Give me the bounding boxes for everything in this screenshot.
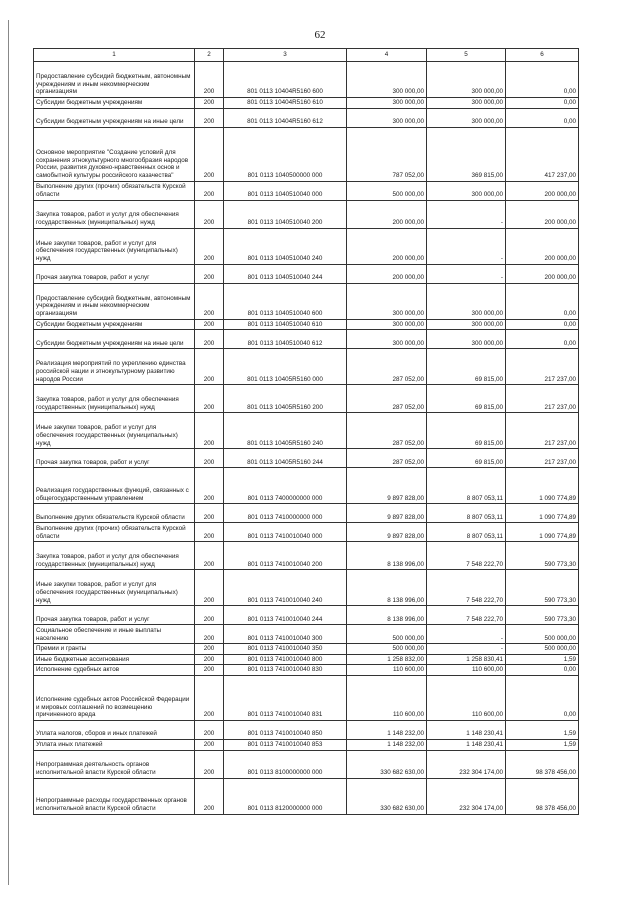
table-row [34,283,579,319]
row-amount-approved-cell: 300 000,00 [347,108,427,127]
table-row [34,523,579,542]
row-amount-approved-cell: 287 052,00 [347,349,427,385]
row-amount-remaining-cell: 0,00 [506,98,579,109]
table-row [34,606,579,625]
row-grbs-cell: 200 [195,108,224,127]
row-amount-executed-cell: 300 000,00 [427,181,506,200]
table-row [34,181,579,200]
row-amount-executed-cell: 300 000,00 [427,283,506,319]
column-number-row [34,49,579,62]
row-amount-approved-cell: 330 682 630,00 [347,750,427,778]
row-code-cell: 801 0113 7410010040 350 [224,644,347,655]
page-margin-rule [8,20,9,885]
row-code-cell: 801 0113 7410010040 850 [224,720,347,739]
row-code-cell: 801 0113 1040510040 612 [224,330,347,349]
row-amount-remaining-cell: 98 378 456,00 [506,750,579,778]
row-code-cell: 801 0113 1040510040 000 [224,181,347,200]
row-amount-remaining-cell: 1 090 774,89 [506,504,579,523]
row-name-cell: Предоставление субсидий бюджетным, автономным учреждениям и иным некоммерческим организациям [34,62,195,98]
row-amount-approved-cell: 110 600,00 [347,665,427,676]
row-amount-executed-cell: 8 807 053,11 [427,523,506,542]
table-row [34,468,579,504]
row-amount-executed-cell: 8 807 053,11 [427,468,506,504]
table-row [34,264,579,283]
row-grbs-cell: 200 [195,264,224,283]
row-amount-approved-cell: 300 000,00 [347,319,427,330]
row-amount-approved-cell: 500 000,00 [347,644,427,655]
row-amount-approved-cell: 8 138 996,00 [347,570,427,606]
row-name-cell: Иные закупки товаров, работ и услуг для обеспечения государственных (муниципальных) нужд [34,570,195,606]
row-amount-remaining-cell: 0,00 [506,675,579,720]
table-row [34,644,579,655]
row-amount-remaining-cell: 417 237,00 [506,127,579,181]
row-amount-remaining-cell: 1,59 [506,720,579,739]
row-amount-remaining-cell: 200 000,00 [506,200,579,228]
row-grbs-cell: 200 [195,283,224,319]
row-amount-approved-cell: 110 600,00 [347,675,427,720]
row-grbs-cell: 200 [195,504,224,523]
row-amount-remaining-cell: 590 773,30 [506,606,579,625]
table-row [34,330,579,349]
row-amount-approved-cell: 300 000,00 [347,62,427,98]
row-code-cell: 801 0113 10405R5160 000 [224,349,347,385]
column-header: 5 [427,49,506,62]
row-amount-executed-cell: 300 000,00 [427,62,506,98]
row-name-cell: Выполнение других обязательств Курской области [34,504,195,523]
table-row [34,504,579,523]
row-amount-approved-cell: 8 138 996,00 [347,542,427,570]
row-grbs-cell: 200 [195,127,224,181]
row-amount-remaining-cell: 0,00 [506,330,579,349]
row-amount-approved-cell: 287 052,00 [347,413,427,449]
table-row [34,413,579,449]
row-code-cell: 801 0113 1040510040 200 [224,200,347,228]
row-amount-remaining-cell: 0,00 [506,62,579,98]
row-name-cell: Исполнение судебных актов [34,665,195,676]
row-grbs-cell: 200 [195,413,224,449]
row-amount-executed-cell: 300 000,00 [427,98,506,109]
column-header: 1 [34,49,195,62]
row-amount-executed-cell: 8 807 053,11 [427,504,506,523]
row-amount-remaining-cell: 0,00 [506,665,579,676]
row-name-cell: Выполнение других (прочих) обязательств Курской области [34,523,195,542]
row-amount-remaining-cell: 0,00 [506,108,579,127]
row-amount-remaining-cell: 500 000,00 [506,644,579,655]
row-name-cell: Прочая закупка товаров, работ и услуг [34,606,195,625]
row-amount-approved-cell: 8 138 996,00 [347,606,427,625]
row-amount-executed-cell: 69 815,00 [427,449,506,468]
row-amount-executed-cell: 7 548 222,70 [427,570,506,606]
row-amount-executed-cell: - [427,228,506,264]
row-code-cell: 801 0113 7410010040 830 [224,665,347,676]
table-row [34,750,579,778]
row-code-cell: 801 0113 1040510040 244 [224,264,347,283]
row-code-cell: 801 0113 8120000000 000 [224,778,347,814]
row-amount-approved-cell: 200 000,00 [347,200,427,228]
row-amount-approved-cell: 330 682 630,00 [347,778,427,814]
row-name-cell: Субсидии бюджетным учреждениям [34,319,195,330]
row-amount-remaining-cell: 98 378 456,00 [506,778,579,814]
table-row [34,449,579,468]
table-row [34,108,579,127]
row-name-cell: Социальное обеспечение и иные выплаты населению [34,625,195,644]
row-name-cell: Премии и гранты [34,644,195,655]
row-grbs-cell: 200 [195,606,224,625]
row-grbs-cell: 200 [195,385,224,413]
row-amount-executed-cell: 69 815,00 [427,385,506,413]
page-number: 62 [314,29,326,41]
row-amount-executed-cell: - [427,264,506,283]
row-code-cell: 801 0113 7410010040 300 [224,625,347,644]
table-row [34,542,579,570]
row-code-cell: 801 0113 1040500000 000 [224,127,347,181]
budget-table [33,48,579,815]
row-grbs-cell: 200 [195,200,224,228]
row-amount-remaining-cell: 217 237,00 [506,385,579,413]
row-name-cell: Закупка товаров, работ и услуг для обеспечения государственных (муниципальных) нужд [34,542,195,570]
row-amount-remaining-cell: 1,59 [506,654,579,665]
row-code-cell: 801 0113 7410010040 240 [224,570,347,606]
row-name-cell: Исполнение судебных актов Российской Федерации и мировых соглашений по возмещению причиненного вреда [34,675,195,720]
row-grbs-cell: 200 [195,98,224,109]
row-grbs-cell: 200 [195,644,224,655]
row-name-cell: Основное мероприятие "Создание условий для сохранения этнокультурного многообразия народов России, развития духовно-нравственных основ и самобытной культуры российского казачества" [34,127,195,181]
row-name-cell: Уплата иных платежей [34,739,195,750]
row-amount-remaining-cell: 217 237,00 [506,413,579,449]
row-amount-executed-cell: 1 258 830,41 [427,654,506,665]
table-row [34,570,579,606]
row-grbs-cell: 200 [195,570,224,606]
table-row [34,98,579,109]
row-name-cell: Прочая закупка товаров, работ и услуг [34,449,195,468]
row-amount-approved-cell: 200 000,00 [347,264,427,283]
row-amount-approved-cell: 9 897 828,00 [347,504,427,523]
row-grbs-cell: 200 [195,542,224,570]
row-amount-approved-cell: 300 000,00 [347,330,427,349]
row-code-cell: 801 0113 10405R5160 240 [224,413,347,449]
row-amount-approved-cell: 287 052,00 [347,385,427,413]
table-row [34,319,579,330]
table-row [34,349,579,385]
row-amount-remaining-cell: 1 090 774,89 [506,468,579,504]
row-code-cell: 801 0113 10405R5160 200 [224,385,347,413]
row-amount-executed-cell: 69 815,00 [427,413,506,449]
row-amount-approved-cell: 787 052,00 [347,127,427,181]
row-name-cell: Реализация мероприятий по укреплению единства российской нации и этнокультурному развитию народов России [34,349,195,385]
row-code-cell: 801 0113 7400000000 000 [224,468,347,504]
table-body [34,62,579,815]
row-amount-remaining-cell: 217 237,00 [506,349,579,385]
row-name-cell: Субсидии бюджетным учреждениям [34,98,195,109]
row-grbs-cell: 200 [195,625,224,644]
row-amount-remaining-cell: 590 773,30 [506,542,579,570]
table-row [34,654,579,665]
row-grbs-cell: 200 [195,449,224,468]
row-name-cell: Уплата налогов, сборов и иных платежей [34,720,195,739]
row-amount-remaining-cell: 590 773,30 [506,570,579,606]
row-amount-executed-cell: - [427,625,506,644]
row-name-cell: Прочая закупка товаров, работ и услуг [34,264,195,283]
table-row [34,739,579,750]
row-code-cell: 801 0113 10405R5160 244 [224,449,347,468]
row-amount-executed-cell: 232 304 174,00 [427,778,506,814]
row-amount-approved-cell: 9 897 828,00 [347,523,427,542]
row-name-cell: Непрограммная деятельность органов исполнительной власти Курской области [34,750,195,778]
row-name-cell: Иные бюджетные ассигнования [34,654,195,665]
column-header: 4 [347,49,427,62]
row-amount-approved-cell: 200 000,00 [347,228,427,264]
row-grbs-cell: 200 [195,778,224,814]
row-amount-executed-cell: - [427,200,506,228]
row-code-cell: 801 0113 7410010040 200 [224,542,347,570]
table-row [34,385,579,413]
row-amount-approved-cell: 1 258 832,00 [347,654,427,665]
row-amount-executed-cell: 300 000,00 [427,319,506,330]
row-grbs-cell: 200 [195,319,224,330]
row-code-cell: 801 0113 7410010040 000 [224,523,347,542]
row-amount-remaining-cell: 0,00 [506,283,579,319]
row-code-cell: 801 0113 1040510040 610 [224,319,347,330]
row-amount-executed-cell: 1 148 230,41 [427,720,506,739]
row-name-cell: Иные закупки товаров, работ и услуг для обеспечения государственных (муниципальных) нужд [34,413,195,449]
row-amount-remaining-cell: 200 000,00 [506,264,579,283]
table-row [34,228,579,264]
row-name-cell: Непрограммные расходы государственных органов исполнительной власти Курской области [34,778,195,814]
row-grbs-cell: 200 [195,720,224,739]
table-row [34,720,579,739]
row-name-cell: Субсидии бюджетным учреждениям на иные цели [34,108,195,127]
table-row [34,62,579,98]
row-name-cell: Иные закупки товаров, работ и услуг для обеспечения государственных (муниципальных) нужд [34,228,195,264]
row-name-cell: Реализация государственных функций, связанных с общегосударственным управлением [34,468,195,504]
row-code-cell: 801 0113 8100000000 000 [224,750,347,778]
row-amount-approved-cell: 287 052,00 [347,449,427,468]
row-grbs-cell: 200 [195,654,224,665]
column-header: 3 [224,49,347,62]
row-grbs-cell: 200 [195,675,224,720]
row-amount-executed-cell: 300 000,00 [427,108,506,127]
row-amount-approved-cell: 500 000,00 [347,625,427,644]
row-name-cell: Закупка товаров, работ и услуг для обеспечения государственных (муниципальных) нужд [34,200,195,228]
table-row [34,200,579,228]
table-row [34,778,579,814]
table-row [34,675,579,720]
row-amount-executed-cell: 110 600,00 [427,675,506,720]
row-grbs-cell: 200 [195,739,224,750]
row-grbs-cell: 200 [195,62,224,98]
row-code-cell: 801 0113 7410010040 244 [224,606,347,625]
row-amount-approved-cell: 300 000,00 [347,283,427,319]
row-grbs-cell: 200 [195,330,224,349]
row-amount-executed-cell: 369 815,00 [427,127,506,181]
table-row [34,127,579,181]
table-row [34,625,579,644]
row-code-cell: 801 0113 10404R5160 610 [224,98,347,109]
column-header: 2 [195,49,224,62]
row-amount-remaining-cell: 500 000,00 [506,625,579,644]
row-code-cell: 801 0113 10404R5160 600 [224,62,347,98]
row-amount-remaining-cell: 200 000,00 [506,228,579,264]
row-code-cell: 801 0113 1040510040 600 [224,283,347,319]
row-code-cell: 801 0113 10404R5160 612 [224,108,347,127]
row-amount-executed-cell: 110 600,00 [427,665,506,676]
row-name-cell: Закупка товаров, работ и услуг для обеспечения государственных (муниципальных) нужд [34,385,195,413]
row-code-cell: 801 0113 7410010040 800 [224,654,347,665]
row-grbs-cell: 200 [195,181,224,200]
row-amount-remaining-cell: 1,59 [506,739,579,750]
row-amount-executed-cell: 7 548 222,70 [427,542,506,570]
row-amount-approved-cell: 300 000,00 [347,98,427,109]
row-name-cell: Выполнение других (прочих) обязательств Курской области [34,181,195,200]
table-row [34,665,579,676]
row-grbs-cell: 200 [195,468,224,504]
row-amount-remaining-cell: 0,00 [506,319,579,330]
row-amount-remaining-cell: 1 090 774,89 [506,523,579,542]
row-amount-executed-cell: 300 000,00 [427,330,506,349]
row-amount-remaining-cell: 217 237,00 [506,449,579,468]
row-amount-executed-cell: 232 304 174,00 [427,750,506,778]
row-amount-remaining-cell: 200 000,00 [506,181,579,200]
row-grbs-cell: 200 [195,750,224,778]
column-header: 6 [506,49,579,62]
row-amount-approved-cell: 1 148 232,00 [347,720,427,739]
row-name-cell: Предоставление субсидий бюджетным, автономным учреждениям и иным некоммерческим организациям [34,283,195,319]
row-code-cell: 801 0113 7410000000 000 [224,504,347,523]
row-amount-approved-cell: 1 148 232,00 [347,739,427,750]
row-amount-executed-cell: 1 148 230,41 [427,739,506,750]
row-grbs-cell: 200 [195,665,224,676]
row-amount-approved-cell: 500 000,00 [347,181,427,200]
row-code-cell: 801 0113 7410010040 853 [224,739,347,750]
row-amount-executed-cell: 7 548 222,70 [427,606,506,625]
row-code-cell: 801 0113 1040510040 240 [224,228,347,264]
row-grbs-cell: 200 [195,349,224,385]
row-amount-executed-cell: - [427,644,506,655]
row-grbs-cell: 200 [195,228,224,264]
row-amount-approved-cell: 9 897 828,00 [347,468,427,504]
row-grbs-cell: 200 [195,523,224,542]
row-name-cell: Субсидии бюджетным учреждениям на иные цели [34,330,195,349]
row-amount-executed-cell: 69 815,00 [427,349,506,385]
row-code-cell: 801 0113 7410010040 831 [224,675,347,720]
